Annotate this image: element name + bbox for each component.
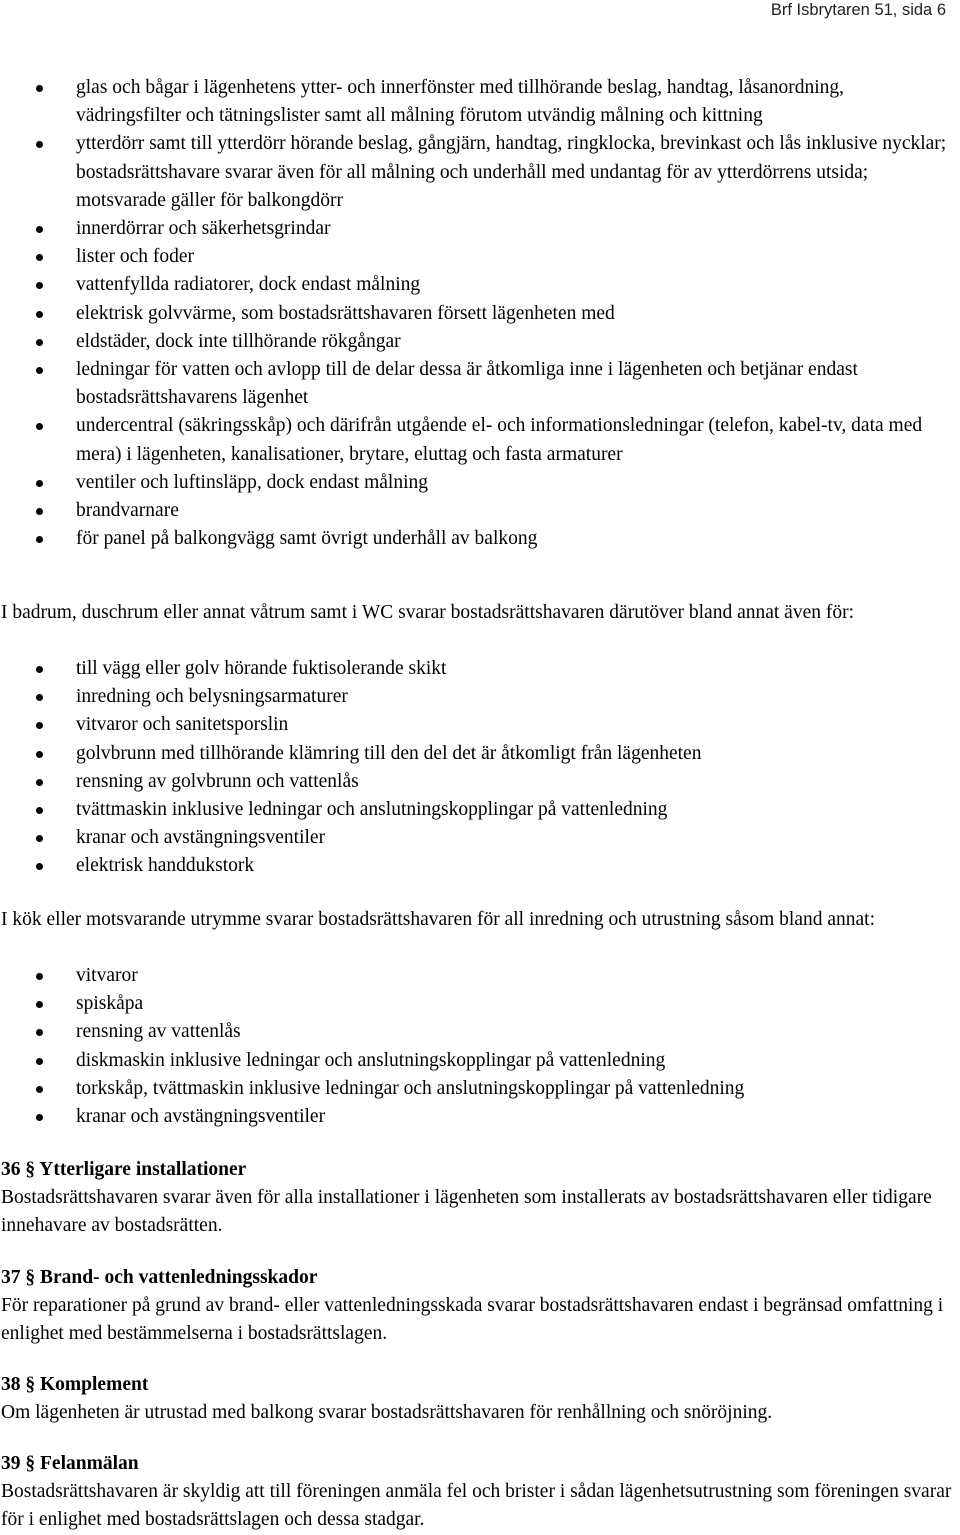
section-36 <box>0 1156 960 1241</box>
list-item: vitvaror och sanitetsporslin <box>0 711 960 739</box>
kitchen-list <box>0 962 960 1131</box>
kitchen-paragraph: I kök eller motsvarande utrymme svarar bostadsrättshavaren för all inredning och utrustning såsom bland annat: <box>1 909 876 930</box>
section-body: Bostadsrättshavaren svarar även för alla installationer i lägenheten som installerats av bostadsrättshavaren eller tidigare innehavare av bostadsrätten. <box>1 1187 932 1237</box>
list-item: innerdörrar och säkerhetsgrindar <box>0 215 960 243</box>
list-item: kranar och avstängningsventiler <box>0 1103 960 1131</box>
bathroom-paragraph: I badrum, duschrum eller annat våtrum samt i WC svarar bostadsrättshavaren därutöver bland annat även för: <box>1 602 855 623</box>
list-item: rensning av vattenlås <box>0 1018 960 1046</box>
list-item: vattenfyllda radiatorer, dock endast målning <box>0 271 960 299</box>
list-item: golvbrunn med tillhörande klämring till den del det är åtkomligt från lägenheten <box>0 740 960 768</box>
list-item: ytterdörr samt till ytterdörr hörande beslag, gångjärn, handtag, ringklocka, brevinkast och lås inklusive nycklar; bostadsrättshavare svarar även för all målning och underhåll med undantag för av ytterdörrens utsida; motsvarade gäller för balkongdörr <box>0 130 960 215</box>
list-item: inredning och belysningsarmaturer <box>0 683 960 711</box>
list-item: elektrisk golvvärme, som bostadsrättshavaren försett lägenheten med <box>0 300 960 328</box>
list-item: undercentral (säkringsskåp) och därifrån utgående el- och informationsledningar (telefon, kabel-tv, data med mera) i lägenheten, kanalisationer, brytare, eluttag och fasta armaturer <box>0 412 960 468</box>
list-item: för panel på balkongvägg samt övrigt underhåll av balkong <box>0 525 960 553</box>
list-item: diskmaskin inklusive ledningar och anslutningskopplingar på vattenledning <box>0 1047 960 1075</box>
section-heading: 39 § Felanmälan <box>1 1453 139 1474</box>
section-heading: 38 § Komplement <box>1 1374 149 1395</box>
section-37 <box>0 1264 960 1349</box>
list-item: glas och bågar i lägenhetens ytter- och innerfönster med tillhörande beslag, handtag, låsanordning, vädringsfilter och tätningslister samt all målning förutom utvändig målning och kittning <box>0 74 960 130</box>
list-item: ventiler och luftinsläpp, dock endast målning <box>0 469 960 497</box>
section-body: Bostadsrättshavaren är skyldig att till föreningen anmäla fel och brister i sådan lägenhetsutrustning som föreningen svarar för i enlighet med bostadsrättslagen och dessa stadgar. <box>1 1481 952 1531</box>
section-body: För reparationer på grund av brand- eller vattenledningsskada svarar bostadsrättshavaren endast i begränsad omfattning i enlighet med bestämmelserna i bostadsrättslagen. <box>1 1295 944 1345</box>
section-39 <box>0 1450 960 1535</box>
list-item: tvättmaskin inklusive ledningar och anslutningskopplingar på vattenledning <box>0 796 960 824</box>
section-heading: 36 § Ytterligare installationer <box>1 1159 247 1180</box>
list-item: till vägg eller golv hörande fuktisolerande skikt <box>0 655 960 683</box>
list-item: kranar och avstängningsventiler <box>0 824 960 852</box>
section-body: Om lägenheten är utrustad med balkong svarar bostadsrättshavaren för renhållning och snöröjning. <box>1 1402 773 1424</box>
list-item: torkskåp, tvättmaskin inklusive ledningar och anslutningskopplingar på vattenledning <box>0 1075 960 1103</box>
list-item: spiskåpa <box>0 990 960 1018</box>
list-item: brandvarnare <box>0 497 960 525</box>
maintenance-list <box>0 74 960 553</box>
section-38 <box>0 1371 960 1427</box>
list-item: rensning av golvbrunn och vattenlås <box>0 768 960 796</box>
section-heading: 37 § Brand- och vattenledningsskador <box>1 1267 318 1288</box>
list-item: lister och foder <box>0 243 960 271</box>
list-item: ledningar för vatten och avlopp till de delar dessa är åtkomliga inne i lägenheten och betjänar endast bostadsrättshavarens lägenhet <box>0 356 960 412</box>
list-item: eldstäder, dock inte tillhörande rökgångar <box>0 328 960 356</box>
list-item: elektrisk handdukstork <box>0 852 960 880</box>
bathroom-list <box>0 655 960 881</box>
page-header: Brf Isbrytaren 51, sida 6 <box>770 1 946 19</box>
list-item: vitvaror <box>0 962 960 990</box>
